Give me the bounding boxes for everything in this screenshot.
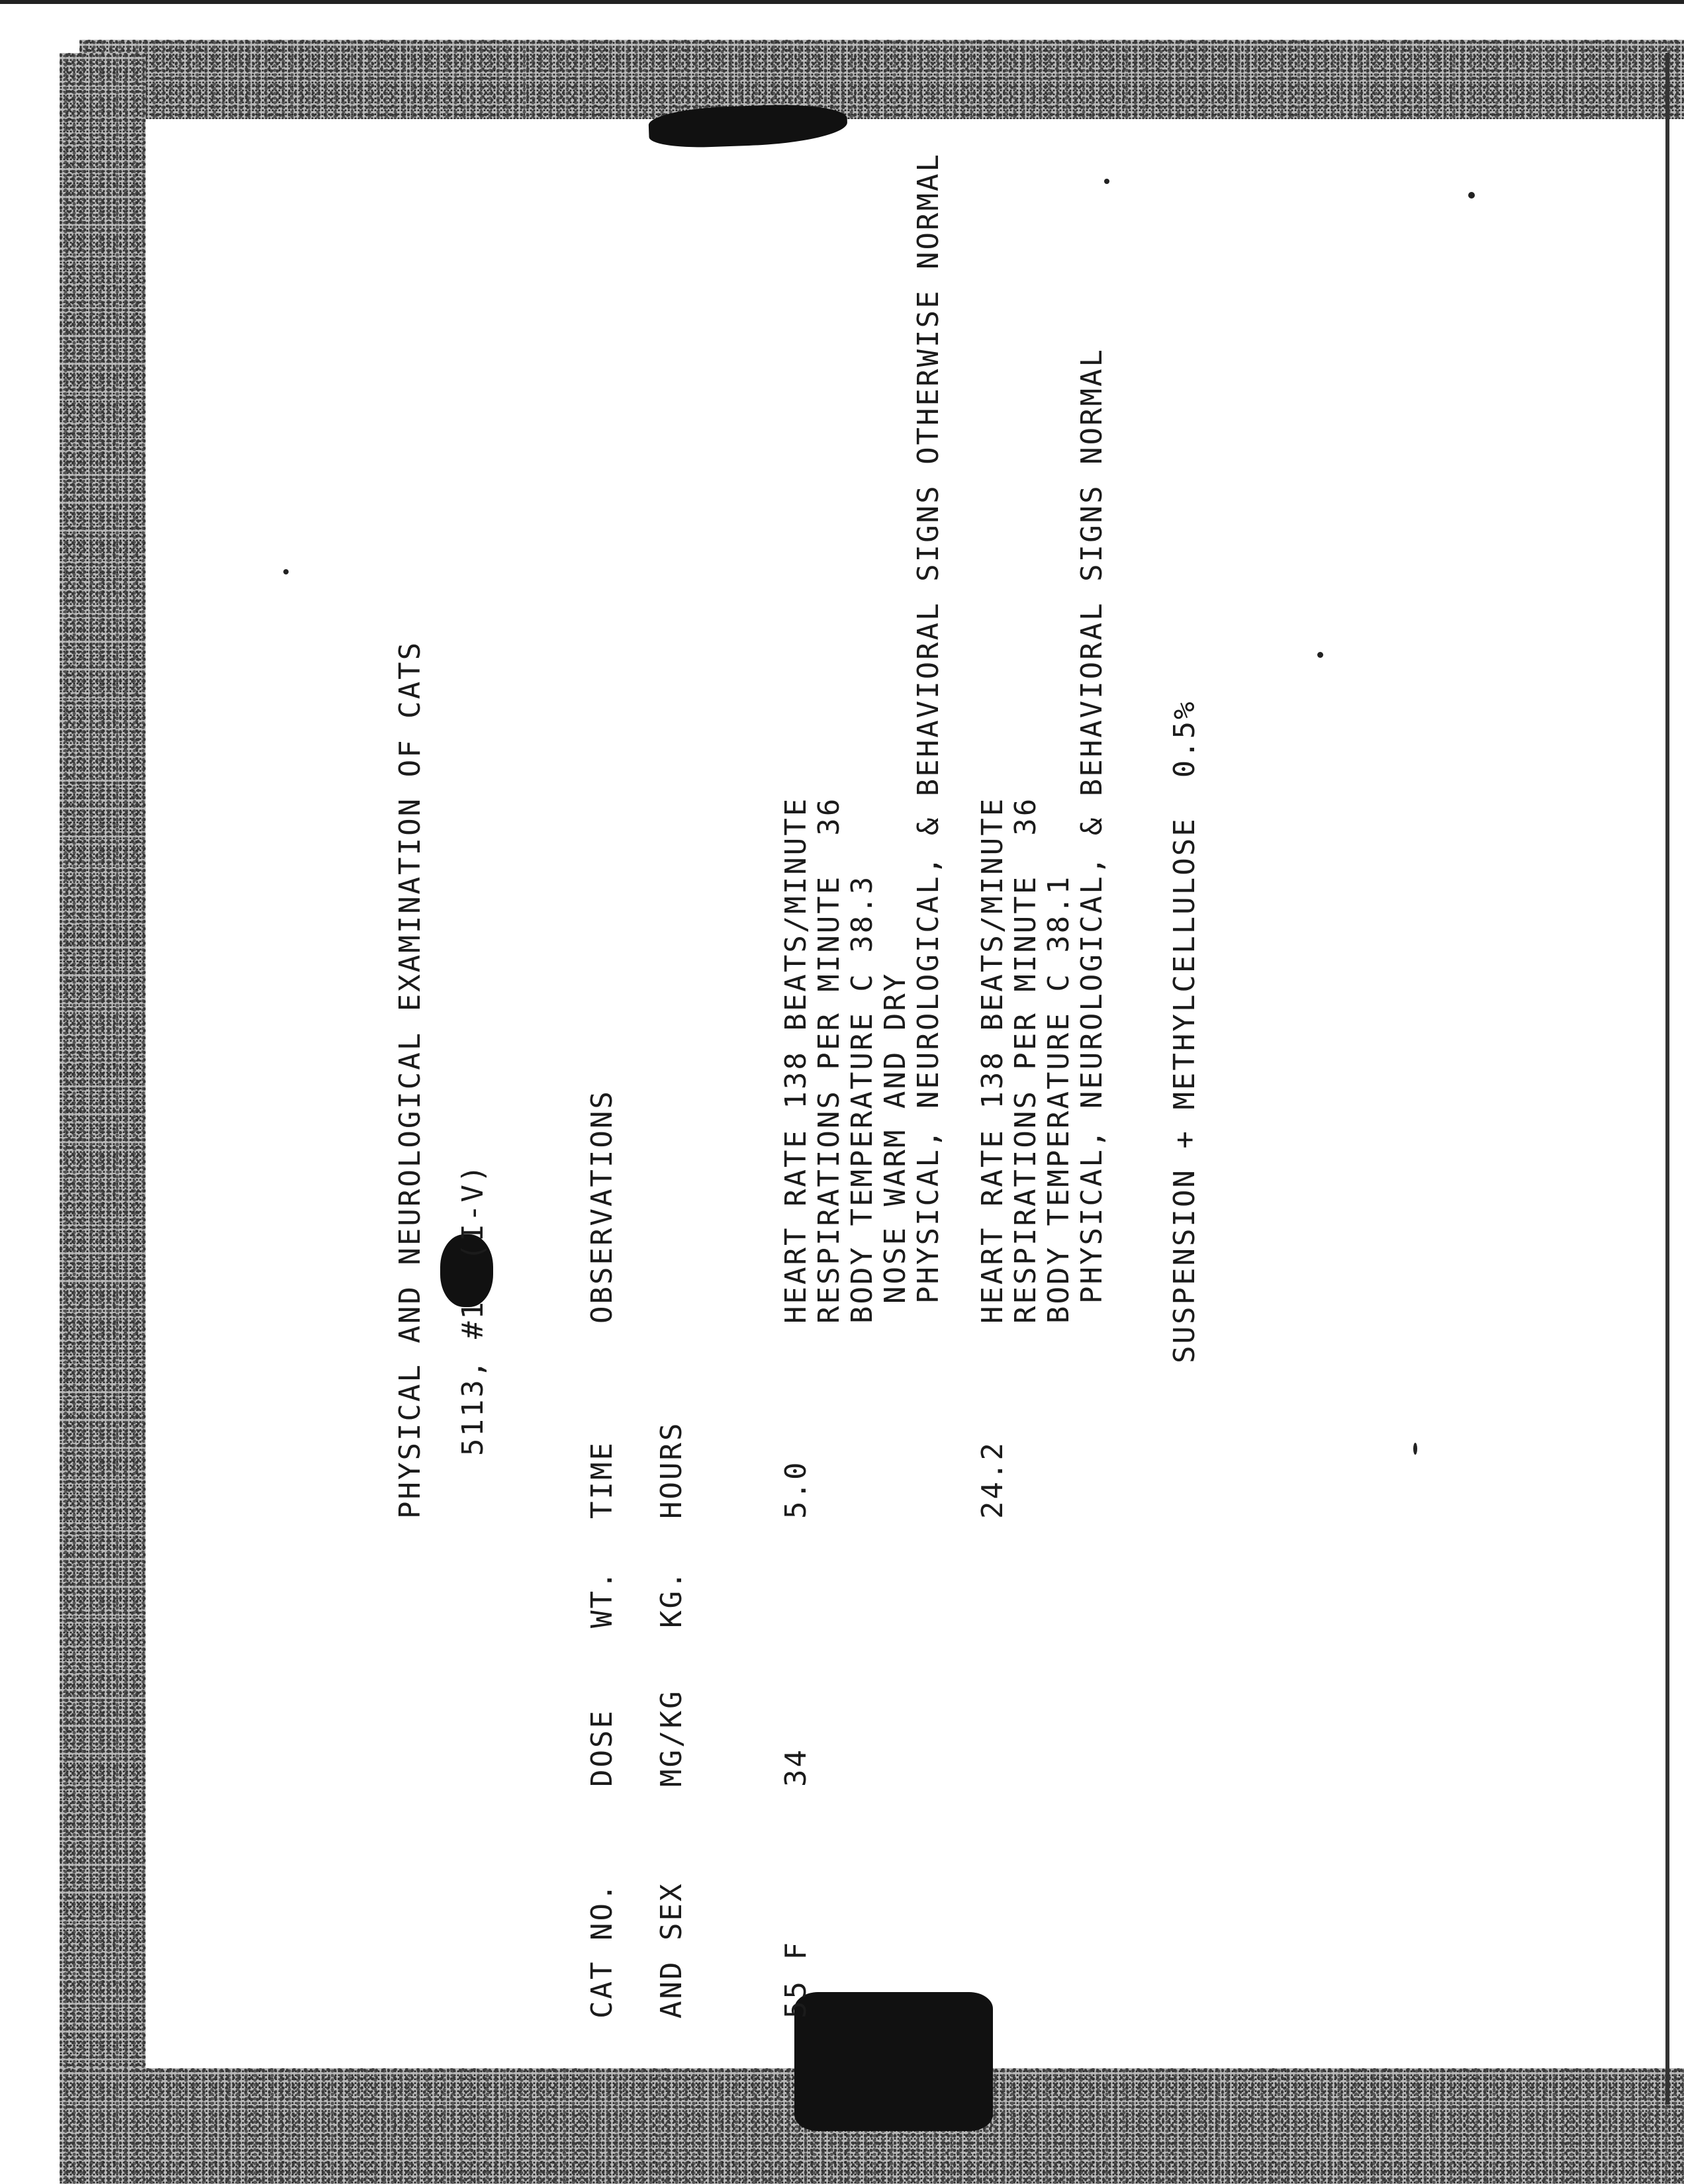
- observation-line: RESPIRATIONS PER MINUTE 36: [1009, 796, 1043, 1324]
- header-weight: WT.: [585, 1569, 619, 1628]
- vehicle-footnote: SUSPENSION + METHYLCELLULOSE 0.5%: [1168, 700, 1201, 1363]
- observation-line: HEART RATE 138 BEATS/MINUTE: [976, 796, 1009, 1324]
- header-time: TIME: [585, 1441, 619, 1519]
- observation-line: RESPIRATIONS PER MINUTE 36: [812, 796, 846, 1324]
- cell-cat-no-sex: 55 F: [779, 1940, 813, 2019]
- header-dose-unit: MG/KG: [655, 1689, 688, 1787]
- document-title: PHYSICAL AND NEUROLOGICAL EXAMINATION OF CATS: [393, 640, 427, 1519]
- cell-dose: 34: [779, 1748, 813, 1787]
- observation-line: PHYSICAL, NEUROLOGICAL, & BEHAVIORAL SIGNS OTHERWISE NORMAL: [912, 152, 945, 1304]
- header-and-sex: AND SEX: [655, 1882, 688, 2019]
- header-cat-no: CAT NO.: [585, 1882, 619, 2019]
- cell-time: 24.2: [976, 1441, 1009, 1519]
- header-dose: DOSE: [585, 1709, 619, 1787]
- header-time-unit: HOURS: [655, 1421, 688, 1519]
- observation-line: NOSE WARM AND DRY: [878, 972, 912, 1304]
- observation-line: PHYSICAL, NEUROLOGICAL, & BEHAVIORAL SIGNS NORMAL: [1075, 347, 1109, 1304]
- document-subtitle: 5113, #1 (I-V): [456, 1163, 490, 1456]
- observation-line: HEART RATE 138 BEATS/MINUTE: [779, 796, 813, 1324]
- header-weight-unit: KG.: [655, 1569, 688, 1628]
- observation-line: BODY TEMPERATURE C 38.1: [1042, 874, 1076, 1324]
- header-observations: OBSERVATIONS: [585, 1089, 619, 1324]
- observation-line: BODY TEMPERATURE C 38.3: [845, 874, 879, 1324]
- cell-time: 5.0: [779, 1460, 813, 1519]
